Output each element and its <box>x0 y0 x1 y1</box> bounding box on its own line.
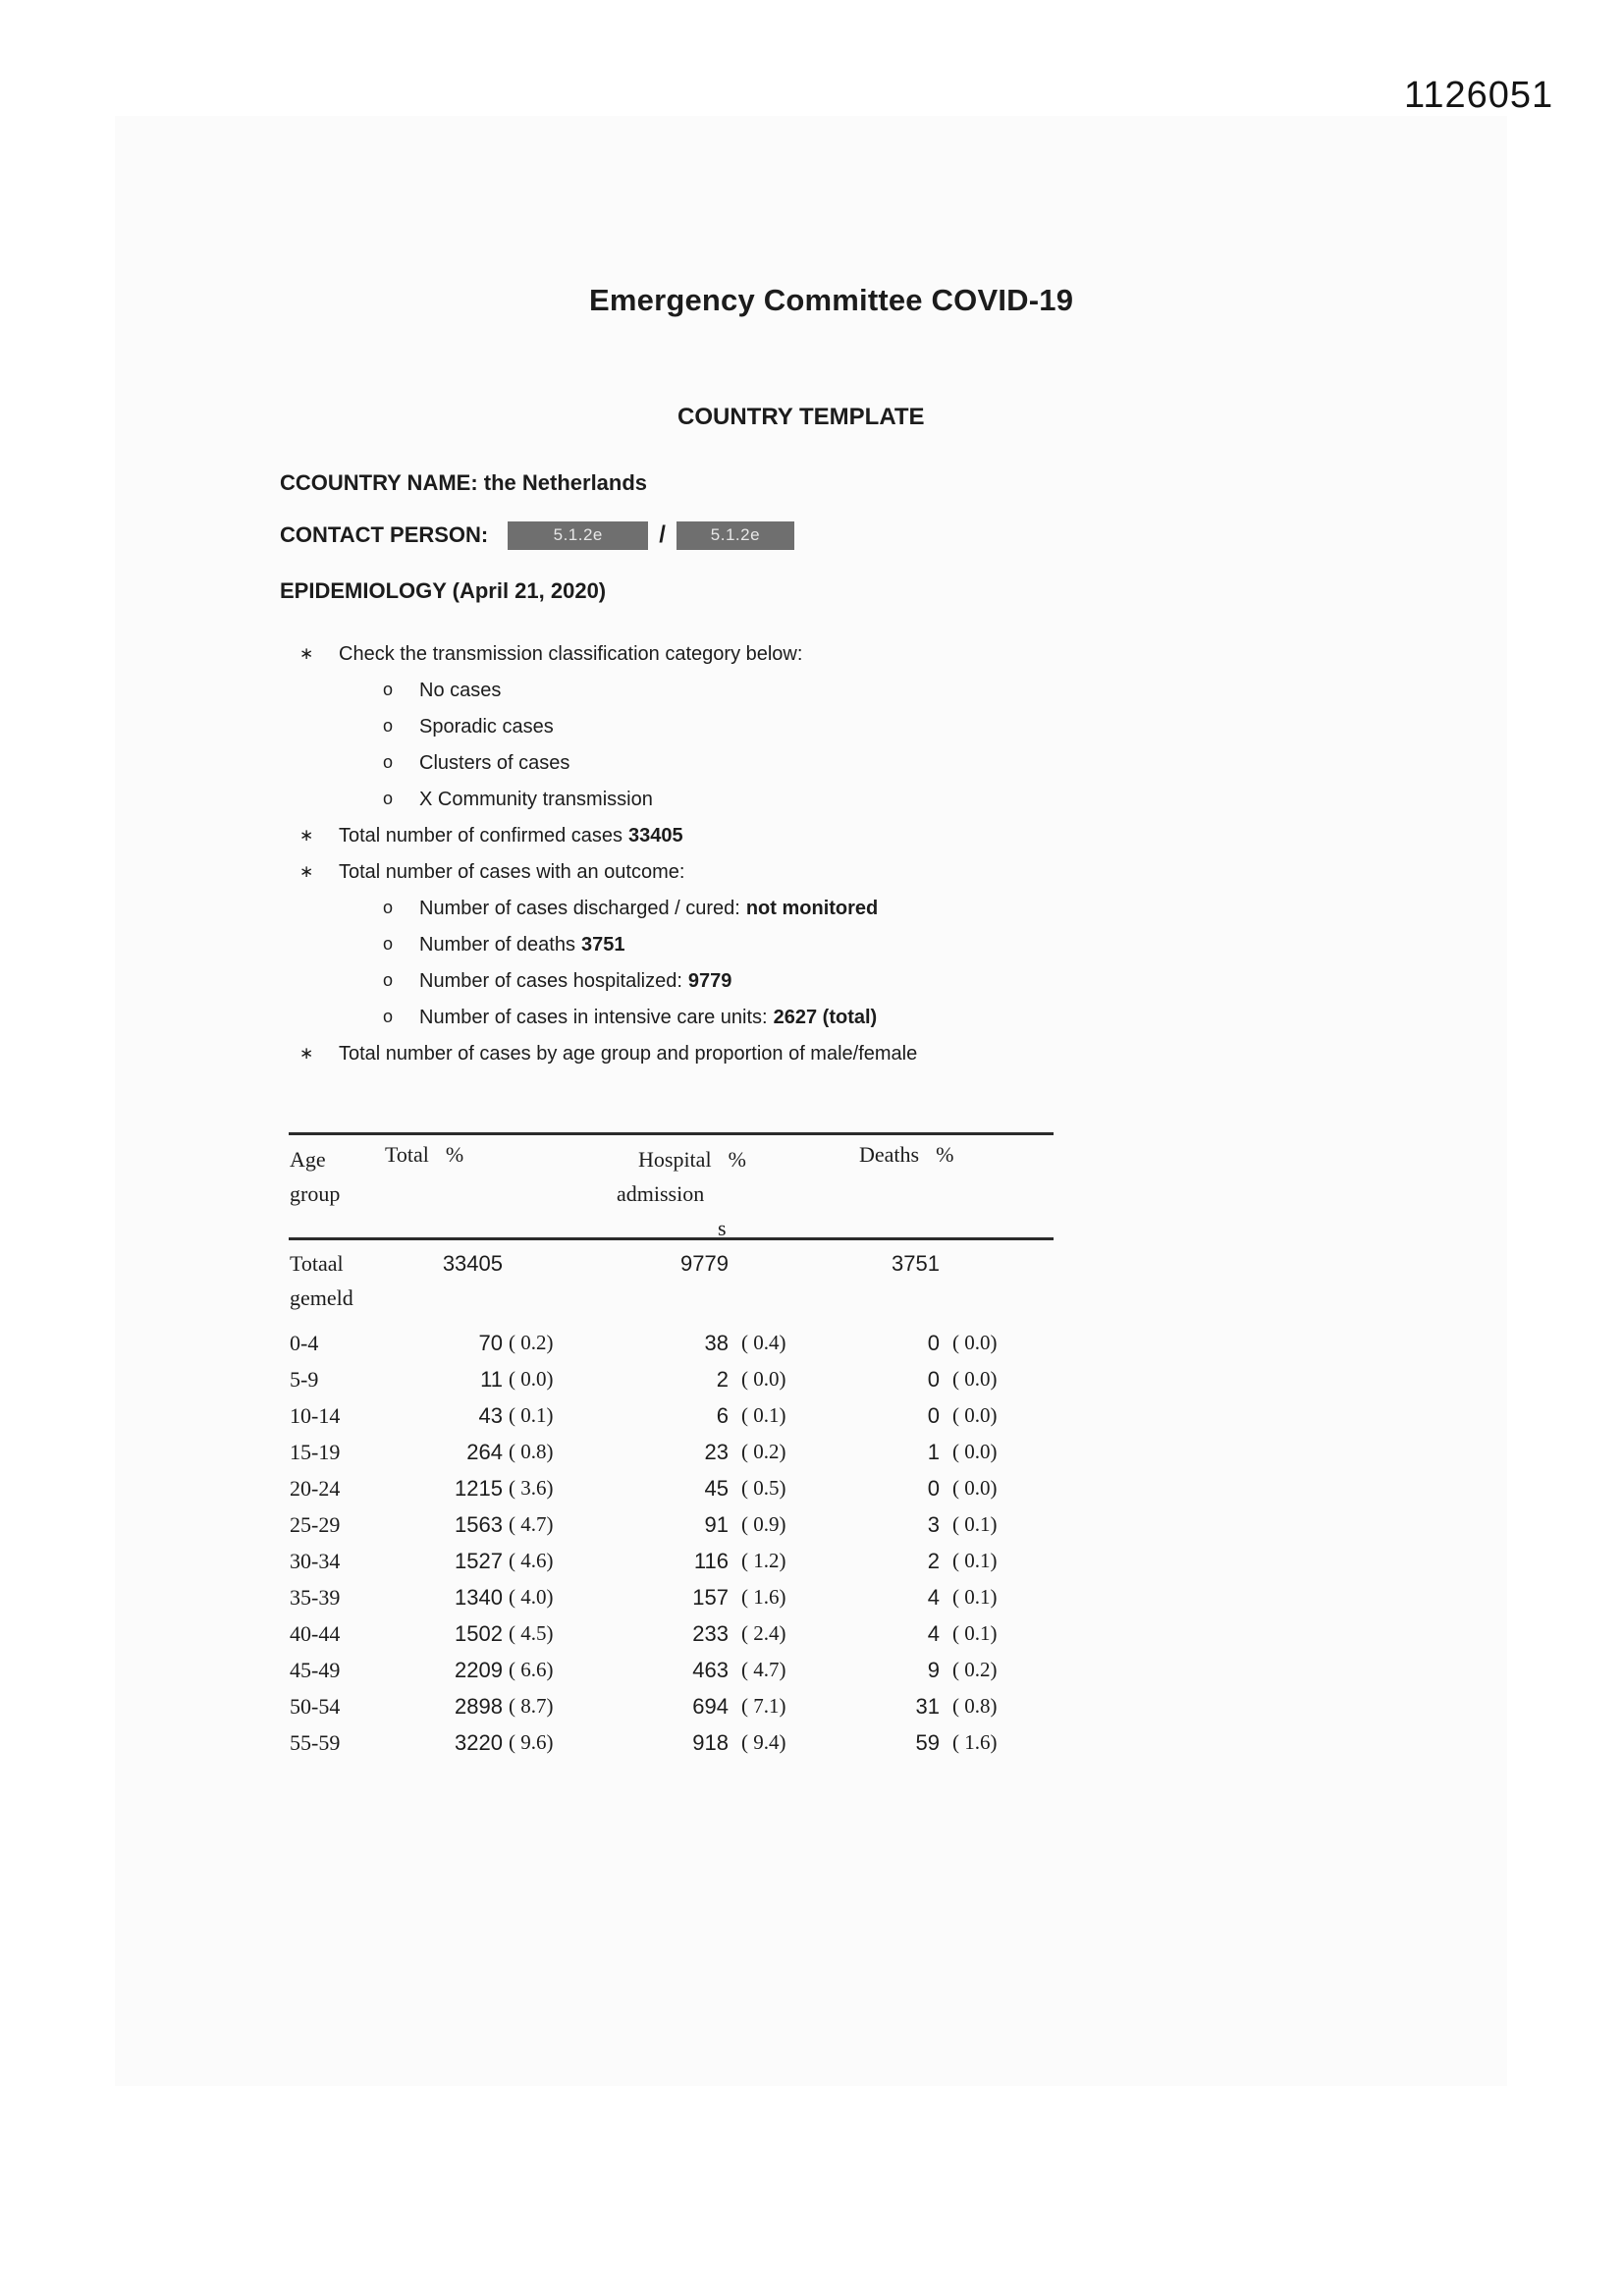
age-cell: 0-4 <box>290 1331 319 1355</box>
hospital-pct-cell: ( 1.2) <box>741 1549 786 1572</box>
deaths-pct-cell: ( 0.0) <box>952 1440 998 1463</box>
hospital-cell: 2 <box>716 1367 729 1392</box>
sub-bullet-text-pre: Number of deaths <box>419 934 575 956</box>
sub-bullet-item <box>280 891 1213 927</box>
age-cell: 10-14 <box>290 1403 341 1428</box>
table-row <box>289 1470 1054 1506</box>
deaths-cell: 59 <box>915 1730 940 1755</box>
table-row <box>289 1434 1054 1470</box>
document-id-stamp: 1126051 <box>1404 75 1554 116</box>
deaths-cell: 3 <box>927 1512 940 1537</box>
total-cell: 2898 <box>455 1694 503 1719</box>
total-cell: 1527 <box>455 1549 503 1573</box>
circle-bullet-icon: o <box>383 752 394 772</box>
hospital-pct-cell: ( 0.2) <box>741 1440 786 1463</box>
deaths-pct-cell: ( 0.8) <box>952 1694 998 1718</box>
deaths-cell: 31 <box>915 1694 940 1719</box>
sub-bullet-text-pre: Number of cases discharged / cured: <box>419 898 740 919</box>
total-cell: 1502 <box>455 1621 503 1646</box>
epidemiology-heading: EPIDEMIOLOGY (April 21, 2020) <box>280 578 607 603</box>
hospital-pct-cell: ( 4.7) <box>741 1658 786 1681</box>
sub-bullet-item <box>280 673 1213 709</box>
table-total-row <box>289 1240 1054 1325</box>
hospital-pct-cell: ( 0.5) <box>741 1476 786 1500</box>
table-row <box>289 1688 1054 1724</box>
deaths-pct-cell: ( 0.2) <box>952 1658 998 1681</box>
total-cell: 3220 <box>455 1730 503 1755</box>
hospital-cell: 6 <box>716 1403 729 1428</box>
header-total-label: Total <box>385 1142 429 1167</box>
total-pct-cell: ( 3.6) <box>509 1476 554 1500</box>
hospital-pct-cell: ( 2.4) <box>741 1621 786 1645</box>
total-pct-cell: ( 0.8) <box>509 1440 554 1463</box>
age-cell: 50-54 <box>290 1694 341 1719</box>
table-row <box>289 1724 1054 1761</box>
percent-sign: % <box>728 1147 746 1172</box>
deaths-pct-cell: ( 0.1) <box>952 1549 998 1572</box>
age-cell: 55-59 <box>290 1730 341 1755</box>
bullet-text: Total number of cases by age group and proportion of male/female <box>339 1043 918 1065</box>
circle-bullet-icon: o <box>383 716 394 736</box>
asterisk-bullet-icon: ∗ <box>299 644 314 664</box>
deaths-pct-cell: ( 0.0) <box>952 1403 998 1427</box>
hospital-cell: 45 <box>704 1476 729 1501</box>
header-age-line2: group <box>290 1181 341 1206</box>
total-pct-cell: ( 4.6) <box>509 1549 554 1572</box>
total-pct-cell: ( 4.5) <box>509 1621 554 1645</box>
hospital-pct-cell: ( 0.1) <box>741 1403 786 1427</box>
total-row-label-line1: Totaal <box>290 1251 344 1276</box>
table-row <box>289 1361 1054 1397</box>
age-cell: 30-34 <box>290 1549 341 1573</box>
deaths-cell: 0 <box>927 1331 940 1355</box>
hospital-pct-cell: ( 0.4) <box>741 1331 786 1354</box>
header-hospital-line2: admission <box>617 1181 705 1206</box>
sub-bullet-text-bold: 3751 <box>580 934 625 956</box>
sub-bullet-text: No cases <box>419 680 502 701</box>
total-cell: 1215 <box>455 1476 503 1501</box>
document-title: Emergency Committee COVID-19 <box>589 283 1074 317</box>
sub-bullet-text <box>419 963 731 1000</box>
bullet-text-pre: Total number of confirmed cases <box>339 825 623 847</box>
total-cell: 11 <box>480 1367 503 1392</box>
bullet-item <box>280 818 1213 854</box>
hospital-cell: 463 <box>692 1658 729 1682</box>
deaths-pct-cell: ( 0.0) <box>952 1367 998 1391</box>
bullet-text-bold: 33405 <box>628 825 683 847</box>
table-row <box>289 1579 1054 1615</box>
redaction-box-2: 5.1.2e <box>677 521 794 550</box>
total-pct-cell: ( 4.0) <box>509 1585 554 1609</box>
total-pct-cell: ( 8.7) <box>509 1694 554 1718</box>
circle-bullet-icon: o <box>383 789 394 808</box>
total-pct-cell: ( 6.6) <box>509 1658 554 1681</box>
hospital-cell: 157 <box>692 1585 729 1610</box>
sub-bullet-item <box>280 709 1213 745</box>
total-pct-cell: ( 0.2) <box>509 1331 554 1354</box>
sub-bullet-text-bold: 9779 <box>687 970 732 992</box>
table-row <box>289 1652 1054 1688</box>
deaths-cell: 4 <box>927 1621 940 1646</box>
percent-sign: % <box>445 1142 464 1167</box>
age-cell: 45-49 <box>290 1658 341 1682</box>
header-age-line1: Age <box>290 1147 326 1172</box>
sub-bullet-text: Sporadic cases <box>419 716 554 738</box>
circle-bullet-icon: o <box>383 934 394 954</box>
hospital-cell: 694 <box>692 1694 729 1719</box>
circle-bullet-icon: o <box>383 970 394 990</box>
sub-bullet-text: X Community transmission <box>419 789 653 810</box>
sub-bullet-text-bold: 2627 (total) <box>773 1007 878 1028</box>
total-cell: 2209 <box>455 1658 503 1682</box>
asterisk-bullet-icon: ∗ <box>299 862 314 882</box>
sub-bullet-item <box>280 745 1213 782</box>
deaths-cell: 1 <box>927 1440 940 1464</box>
redaction-box-1: 5.1.2e <box>508 521 648 550</box>
table-header <box>289 1135 1054 1240</box>
deaths-pct-cell: ( 1.6) <box>952 1730 998 1754</box>
redaction-separator: / <box>659 521 666 548</box>
age-cell: 5-9 <box>290 1367 319 1392</box>
deaths-cell: 0 <box>927 1476 940 1501</box>
table-row <box>289 1325 1054 1361</box>
deaths-pct-cell: ( 0.1) <box>952 1512 998 1536</box>
hospital-header <box>617 1142 746 1245</box>
header-hospital-line3: s <box>718 1216 727 1240</box>
age-cell: 35-39 <box>290 1585 341 1610</box>
bullet-item <box>280 636 1213 673</box>
deaths-cell: 0 <box>927 1403 940 1428</box>
circle-bullet-icon: o <box>383 1007 394 1026</box>
hospital-cell: 38 <box>704 1331 729 1355</box>
table-row <box>289 1615 1054 1652</box>
bullet-item <box>280 854 1213 891</box>
deaths-header <box>859 1142 953 1168</box>
sub-bullet-text <box>419 1000 877 1036</box>
deaths-cell: 2 <box>927 1549 940 1573</box>
table-row <box>289 1506 1054 1543</box>
hospital-pct-cell: ( 0.9) <box>741 1512 786 1536</box>
sub-bullet-item <box>280 927 1213 963</box>
total-header <box>385 1142 463 1168</box>
total-pct-cell: ( 0.0) <box>509 1367 554 1391</box>
sub-bullet-text-pre: Number of cases hospitalized: <box>419 970 682 992</box>
sub-bullet-text <box>419 927 624 963</box>
bullet-text <box>339 818 683 854</box>
total-deaths-value: 3751 <box>892 1251 940 1276</box>
age-cell: 25-29 <box>290 1512 341 1537</box>
total-cell: 264 <box>466 1440 503 1464</box>
sub-bullet-item <box>280 782 1213 818</box>
header-hospital-label: Hospital <box>638 1147 712 1172</box>
deaths-cell: 4 <box>927 1585 940 1610</box>
total-hospital-value: 9779 <box>680 1251 729 1276</box>
deaths-cell: 0 <box>927 1367 940 1392</box>
hospital-cell: 91 <box>704 1512 729 1537</box>
contact-person-line <box>280 519 794 552</box>
deaths-cell: 9 <box>927 1658 940 1682</box>
age-cell: 20-24 <box>290 1476 341 1501</box>
total-pct-cell: ( 0.1) <box>509 1403 554 1427</box>
hospital-cell: 116 <box>693 1549 729 1573</box>
table-row <box>289 1397 1054 1434</box>
age-group-header <box>290 1142 340 1211</box>
bullet-text: Total number of cases with an outcome: <box>339 861 685 883</box>
hospital-cell: 918 <box>692 1730 729 1755</box>
header-hospital-line1 <box>617 1142 746 1176</box>
age-cell: 15-19 <box>290 1440 341 1464</box>
hospital-pct-cell: ( 9.4) <box>741 1730 786 1754</box>
sub-bullet-text <box>419 891 878 927</box>
hospital-pct-cell: ( 0.0) <box>741 1367 786 1391</box>
sub-bullet-text: Clusters of cases <box>419 752 570 774</box>
contact-person-label: CONTACT PERSON: <box>280 522 489 547</box>
total-cell: 70 <box>478 1331 503 1355</box>
circle-bullet-icon: o <box>383 898 394 917</box>
bullet-list <box>280 636 1213 1072</box>
sub-bullet-item <box>280 963 1213 1000</box>
document-subtitle: COUNTRY TEMPLATE <box>677 404 925 430</box>
hospital-cell: 233 <box>692 1621 729 1646</box>
deaths-pct-cell: ( 0.1) <box>952 1621 998 1645</box>
header-deaths-label: Deaths <box>859 1142 920 1167</box>
asterisk-bullet-icon: ∗ <box>299 826 314 846</box>
bullet-item <box>280 1036 1213 1072</box>
bullet-text: Check the transmission classification category below: <box>339 643 803 665</box>
table-row <box>289 1543 1054 1579</box>
sub-bullet-item <box>280 1000 1213 1036</box>
total-cell: 1340 <box>455 1585 503 1610</box>
age-cell: 40-44 <box>290 1621 341 1646</box>
hospital-pct-cell: ( 7.1) <box>741 1694 786 1718</box>
total-pct-cell: ( 9.6) <box>509 1730 554 1754</box>
total-cell: 1563 <box>455 1512 503 1537</box>
country-name-line: CCOUNTRY NAME: the Netherlands <box>280 470 648 495</box>
circle-bullet-icon: o <box>383 680 394 699</box>
total-pct-cell: ( 4.7) <box>509 1512 554 1536</box>
age-group-table <box>289 1132 1054 1761</box>
total-row-label-line2: gemeld <box>290 1285 353 1310</box>
deaths-pct-cell: ( 0.1) <box>952 1585 998 1609</box>
total-cases-value: 33405 <box>442 1251 503 1276</box>
asterisk-bullet-icon: ∗ <box>299 1044 314 1064</box>
sub-bullet-text-bold: not monitored <box>745 898 879 919</box>
hospital-cell: 23 <box>704 1440 729 1464</box>
sub-bullet-text-pre: Number of cases in intensive care units: <box>419 1007 768 1028</box>
total-row-label <box>289 1240 414 1325</box>
hospital-pct-cell: ( 1.6) <box>741 1585 786 1609</box>
total-cell: 43 <box>478 1403 503 1428</box>
deaths-pct-cell: ( 0.0) <box>952 1331 998 1354</box>
deaths-pct-cell: ( 0.0) <box>952 1476 998 1500</box>
percent-sign: % <box>936 1142 954 1167</box>
